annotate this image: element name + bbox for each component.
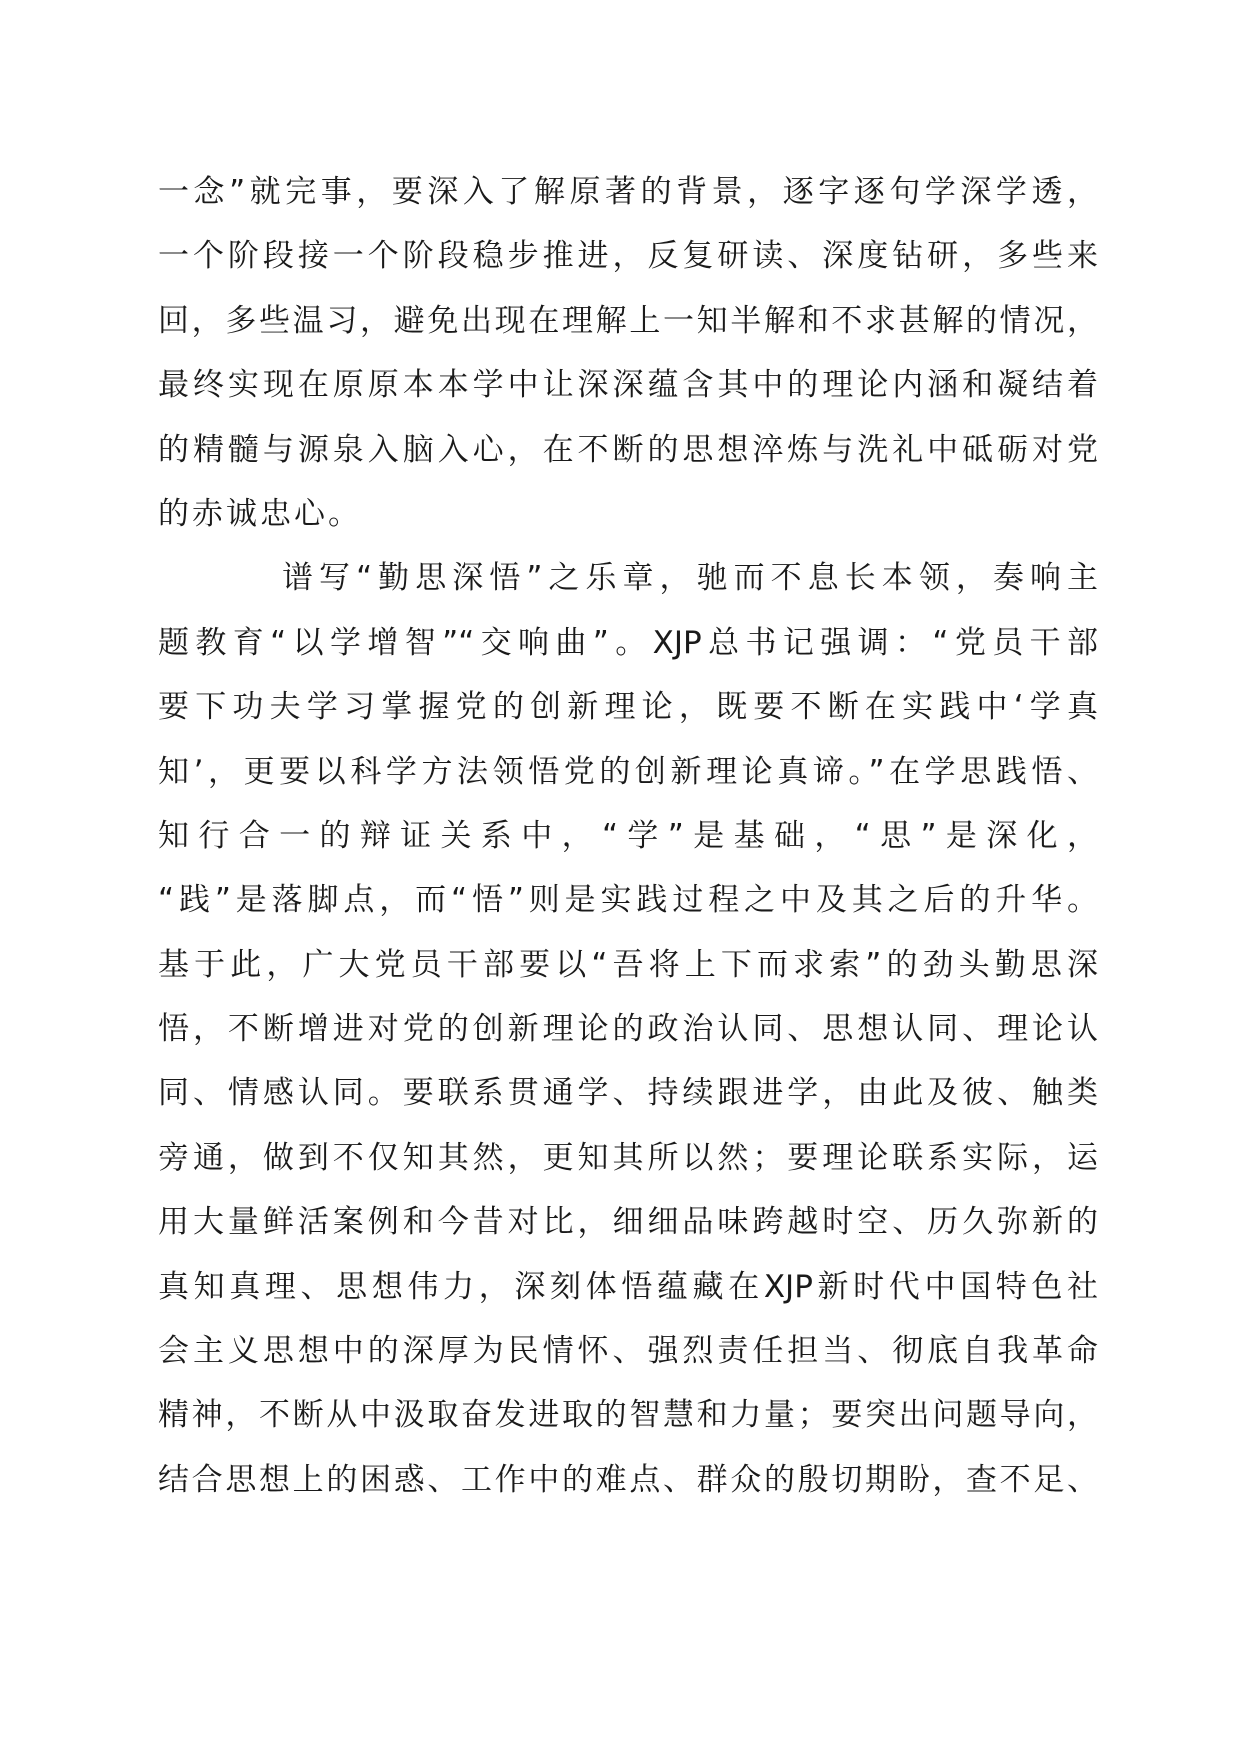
text-line: 基于此，广大党员干部要以“吾将上下而求索”的劲头勤思深 <box>158 946 1098 983</box>
text-line: 最终实现在原原本本学中让深深蕴含其中的理论内涵和凝结着 <box>158 367 1098 404</box>
text-line: 同、情感认同。要联系贯通学、持续跟进学，由此及彼、触类 <box>158 1075 1098 1112</box>
text-line: 的精髓与源泉入脑入心，在不断的思想淬炼与洗礼中砥砺对党 <box>158 431 1098 468</box>
body-text <box>158 160 1098 1512</box>
text-line: 回，多些温习，避免出现在理解上一知半解和不求甚解的情况， <box>158 302 1098 339</box>
text-line: 题教育“以学增智”“交响曲”。XJP总书记强调：“党员干部 <box>158 624 1098 661</box>
text-line: 真知真理、思想伟力，深刻体悟蕴藏在XJP新时代中国特色社 <box>158 1268 1098 1305</box>
text-line: 知’，更要以科学方法领悟党的创新理论真谛。”在学思践悟、 <box>158 753 1098 790</box>
text-line: “践”是落脚点，而“悟”则是实践过程之中及其之后的升华。 <box>158 882 1098 919</box>
text-line: 结合思想上的困惑、工作中的难点、群众的殷切期盼，查不足、 <box>158 1461 1098 1498</box>
paragraph-start-line: 谱写“勤思深悟”之乐章，驰而不息长本领，奏响主 <box>282 560 1098 597</box>
text-line: 要下功夫学习掌握党的创新理论，既要不断在实践中‘学真 <box>158 689 1098 726</box>
text-line: 会主义思想中的深厚为民情怀、强烈责任担当、彻底自我革命 <box>158 1333 1098 1370</box>
text-line: 用大量鲜活案例和今昔对比，细细品味跨越时空、历久弥新的 <box>158 1204 1098 1241</box>
text-line: 一念”就完事，要深入了解原著的背景，逐字逐句学深学透， <box>158 174 1098 210</box>
text-line: 悟，不断增进对党的创新理论的政治认同、思想认同、理论认 <box>158 1011 1098 1048</box>
text-line: 的赤诚忠心。 <box>158 495 362 532</box>
text-line: 一个阶段接一个阶段稳步推进，反复研读、深度钻研，多些来 <box>158 238 1098 275</box>
text-line: 知行合一的辩证关系中，“学”是基础，“思”是深化， <box>158 817 1098 854</box>
text-line: 旁通，做到不仅知其然，更知其所以然；要理论联系实际，运 <box>158 1139 1098 1176</box>
text-line: 精神，不断从中汲取奋发进取的智慧和力量；要突出问题导向， <box>158 1397 1098 1434</box>
